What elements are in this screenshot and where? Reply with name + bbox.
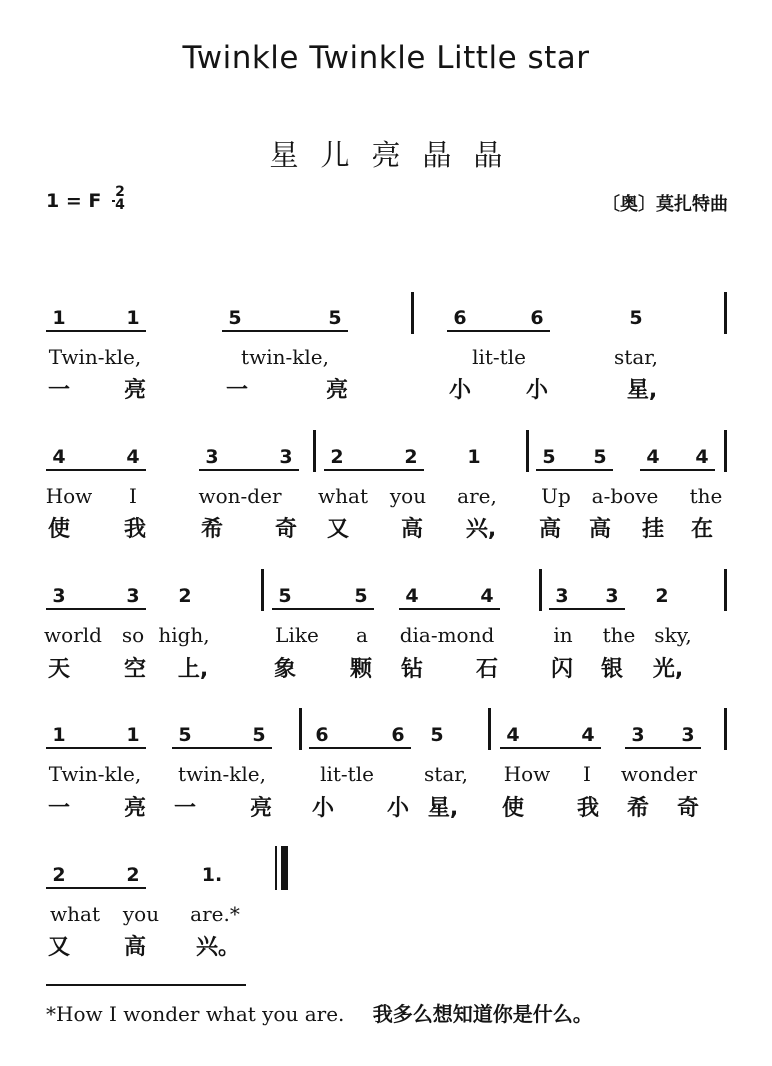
barline bbox=[488, 708, 491, 750]
note: 6 bbox=[315, 724, 329, 746]
beam bbox=[46, 330, 146, 332]
lyric: I bbox=[583, 762, 591, 786]
beam bbox=[536, 469, 613, 471]
chinese-lyric: 颗 bbox=[349, 657, 373, 682]
chinese-lyric: 空 bbox=[123, 657, 147, 682]
chinese-lyric: 奇 bbox=[274, 517, 298, 542]
note: 4 bbox=[405, 585, 419, 607]
barline bbox=[724, 292, 727, 334]
note: 2 bbox=[52, 864, 66, 886]
footnote bbox=[46, 998, 593, 1027]
note: 6 bbox=[391, 724, 405, 746]
lyric: Twin-kle, bbox=[48, 345, 142, 369]
lyric: high, bbox=[158, 623, 210, 647]
beam bbox=[309, 747, 411, 749]
lyric: Like bbox=[275, 623, 319, 647]
chinese-lyric: 象 bbox=[273, 657, 297, 682]
lyric: Twin-kle, bbox=[48, 762, 142, 786]
note: 1. bbox=[201, 864, 223, 886]
chinese-lyric: 钻 bbox=[400, 657, 424, 682]
note: 1 bbox=[52, 724, 66, 746]
note: 2 bbox=[178, 585, 192, 607]
beam bbox=[625, 747, 701, 749]
note: 6 bbox=[453, 307, 467, 329]
note: 4 bbox=[646, 446, 660, 468]
chinese-lyric: 一 bbox=[173, 796, 197, 821]
time-signature-top: 2 bbox=[115, 184, 125, 200]
chinese-lyric: 希 bbox=[626, 796, 650, 821]
barline bbox=[539, 569, 542, 611]
note: 3 bbox=[126, 585, 140, 607]
time-signature bbox=[112, 186, 128, 212]
chinese-lyric: 星, bbox=[427, 796, 459, 821]
note: 1 bbox=[126, 307, 140, 329]
lyric: sky, bbox=[654, 623, 692, 647]
chinese-lyric: 一 bbox=[225, 378, 249, 403]
lyric: wonder bbox=[620, 762, 698, 786]
note: 5 bbox=[228, 307, 242, 329]
chinese-lyric: 小 bbox=[386, 796, 410, 821]
lyric: lit-tle bbox=[472, 345, 526, 369]
chinese-lyric: 上, bbox=[177, 657, 209, 682]
beam bbox=[640, 469, 715, 471]
note: 3 bbox=[205, 446, 219, 468]
lyric: are, bbox=[457, 484, 497, 508]
note: 4 bbox=[126, 446, 140, 468]
lyric: lit-tle bbox=[320, 762, 374, 786]
beam bbox=[46, 608, 146, 610]
beam bbox=[447, 330, 550, 332]
note: 3 bbox=[279, 446, 293, 468]
lyric: world bbox=[44, 623, 102, 647]
chinese-lyric: 小 bbox=[525, 378, 549, 403]
final-barline bbox=[275, 846, 288, 890]
note: 4 bbox=[480, 585, 494, 607]
beam bbox=[46, 469, 146, 471]
chinese-lyric: 挂 bbox=[641, 517, 665, 542]
note: 5 bbox=[278, 585, 292, 607]
barline bbox=[724, 430, 727, 472]
chinese-lyric: 又 bbox=[47, 935, 71, 960]
lyric: I bbox=[129, 484, 137, 508]
chinese-lyric: 小 bbox=[448, 378, 472, 403]
beam bbox=[46, 887, 146, 889]
note: 5 bbox=[354, 585, 368, 607]
lyric: so bbox=[121, 623, 145, 647]
lyric: dia-mond bbox=[399, 623, 495, 647]
note: 5 bbox=[178, 724, 192, 746]
chinese-lyric: 高 bbox=[123, 935, 147, 960]
note: 5 bbox=[629, 307, 643, 329]
chinese-lyric: 兴, bbox=[465, 517, 497, 542]
footnote-divider bbox=[46, 984, 246, 986]
lyric: won-der bbox=[198, 484, 282, 508]
note: 2 bbox=[330, 446, 344, 468]
lyric: star, bbox=[424, 762, 468, 786]
chinese-lyric: 光, bbox=[652, 657, 684, 682]
chinese-lyric: 一 bbox=[47, 796, 71, 821]
barline bbox=[411, 292, 414, 334]
lyric: star, bbox=[614, 345, 658, 369]
lyric: a bbox=[356, 623, 368, 647]
chinese-lyric: 一 bbox=[47, 378, 71, 403]
chinese-lyric: 兴。 bbox=[195, 935, 241, 960]
lyric: the bbox=[689, 484, 723, 508]
lyric: How bbox=[45, 484, 93, 508]
chinese-lyric: 使 bbox=[501, 796, 525, 821]
beam bbox=[172, 747, 272, 749]
lyric: are.* bbox=[190, 902, 240, 926]
lyric: what bbox=[318, 484, 368, 508]
note: 5 bbox=[593, 446, 607, 468]
chinese-lyric: 希 bbox=[200, 517, 224, 542]
note: 3 bbox=[555, 585, 569, 607]
chinese-lyric: 在 bbox=[690, 517, 714, 542]
beam bbox=[46, 747, 146, 749]
chinese-lyric: 石 bbox=[475, 657, 499, 682]
chinese-lyric: 小 bbox=[311, 796, 335, 821]
chinese-lyric: 银 bbox=[600, 657, 624, 682]
note: 5 bbox=[430, 724, 444, 746]
note: 5 bbox=[252, 724, 266, 746]
time-signature-bottom: 4 bbox=[115, 197, 125, 213]
note: 3 bbox=[52, 585, 66, 607]
note: 2 bbox=[655, 585, 669, 607]
chinese-lyric: 亮 bbox=[249, 796, 273, 821]
barline bbox=[724, 708, 727, 750]
note: 4 bbox=[581, 724, 595, 746]
note: 6 bbox=[530, 307, 544, 329]
lyric: you bbox=[122, 902, 160, 926]
note: 5 bbox=[328, 307, 342, 329]
note: 1 bbox=[467, 446, 481, 468]
lyric: Up bbox=[541, 484, 571, 508]
song-subtitle: 星儿亮晶晶 bbox=[269, 138, 525, 172]
lyric: twin-kle, bbox=[241, 345, 329, 369]
note: 2 bbox=[404, 446, 418, 468]
note: 4 bbox=[52, 446, 66, 468]
lyric: you bbox=[389, 484, 427, 508]
barline bbox=[526, 430, 529, 472]
chinese-lyric: 高 bbox=[588, 517, 612, 542]
barline bbox=[299, 708, 302, 750]
chinese-lyric: 使 bbox=[47, 517, 71, 542]
note: 3 bbox=[605, 585, 619, 607]
chinese-lyric: 又 bbox=[326, 517, 350, 542]
note: 1 bbox=[126, 724, 140, 746]
beam bbox=[222, 330, 348, 332]
note: 4 bbox=[695, 446, 709, 468]
beam bbox=[199, 469, 299, 471]
note: 2 bbox=[126, 864, 140, 886]
note: 4 bbox=[506, 724, 520, 746]
chinese-lyric: 亮 bbox=[325, 378, 349, 403]
beam bbox=[500, 747, 601, 749]
lyric: what bbox=[50, 902, 100, 926]
beam bbox=[324, 469, 424, 471]
lyric: in bbox=[553, 623, 573, 647]
chinese-lyric: 高 bbox=[538, 517, 562, 542]
chinese-lyric: 星, bbox=[626, 378, 658, 403]
barline bbox=[313, 430, 316, 472]
lyric: twin-kle, bbox=[178, 762, 266, 786]
note: 1 bbox=[52, 307, 66, 329]
lyric: the bbox=[602, 623, 636, 647]
chinese-lyric: 天 bbox=[47, 657, 71, 682]
note: 5 bbox=[542, 446, 556, 468]
chinese-lyric: 我 bbox=[123, 517, 147, 542]
note: 3 bbox=[631, 724, 645, 746]
chinese-lyric: 闪 bbox=[550, 657, 574, 682]
note: 3 bbox=[681, 724, 695, 746]
chinese-lyric: 奇 bbox=[676, 796, 700, 821]
beam bbox=[399, 608, 500, 610]
footnote-chinese: 我多么想知道你是什么。 bbox=[372, 1002, 593, 1026]
barline bbox=[724, 569, 727, 611]
composer: 〔奥〕莫扎特曲 bbox=[602, 194, 728, 215]
beam bbox=[549, 608, 625, 610]
song-title: Twinkle Twinkle Little star bbox=[182, 40, 590, 76]
chinese-lyric: 亮 bbox=[123, 378, 147, 403]
chinese-lyric: 高 bbox=[400, 517, 424, 542]
lyric: a-bove bbox=[591, 484, 659, 508]
footnote-english: *How I wonder what you are. bbox=[46, 1002, 345, 1026]
chinese-lyric: 我 bbox=[576, 796, 600, 821]
lyric: How bbox=[503, 762, 551, 786]
barline bbox=[261, 569, 264, 611]
chinese-lyric: 亮 bbox=[123, 796, 147, 821]
beam bbox=[272, 608, 374, 610]
key-signature: 1 = F bbox=[46, 190, 102, 212]
